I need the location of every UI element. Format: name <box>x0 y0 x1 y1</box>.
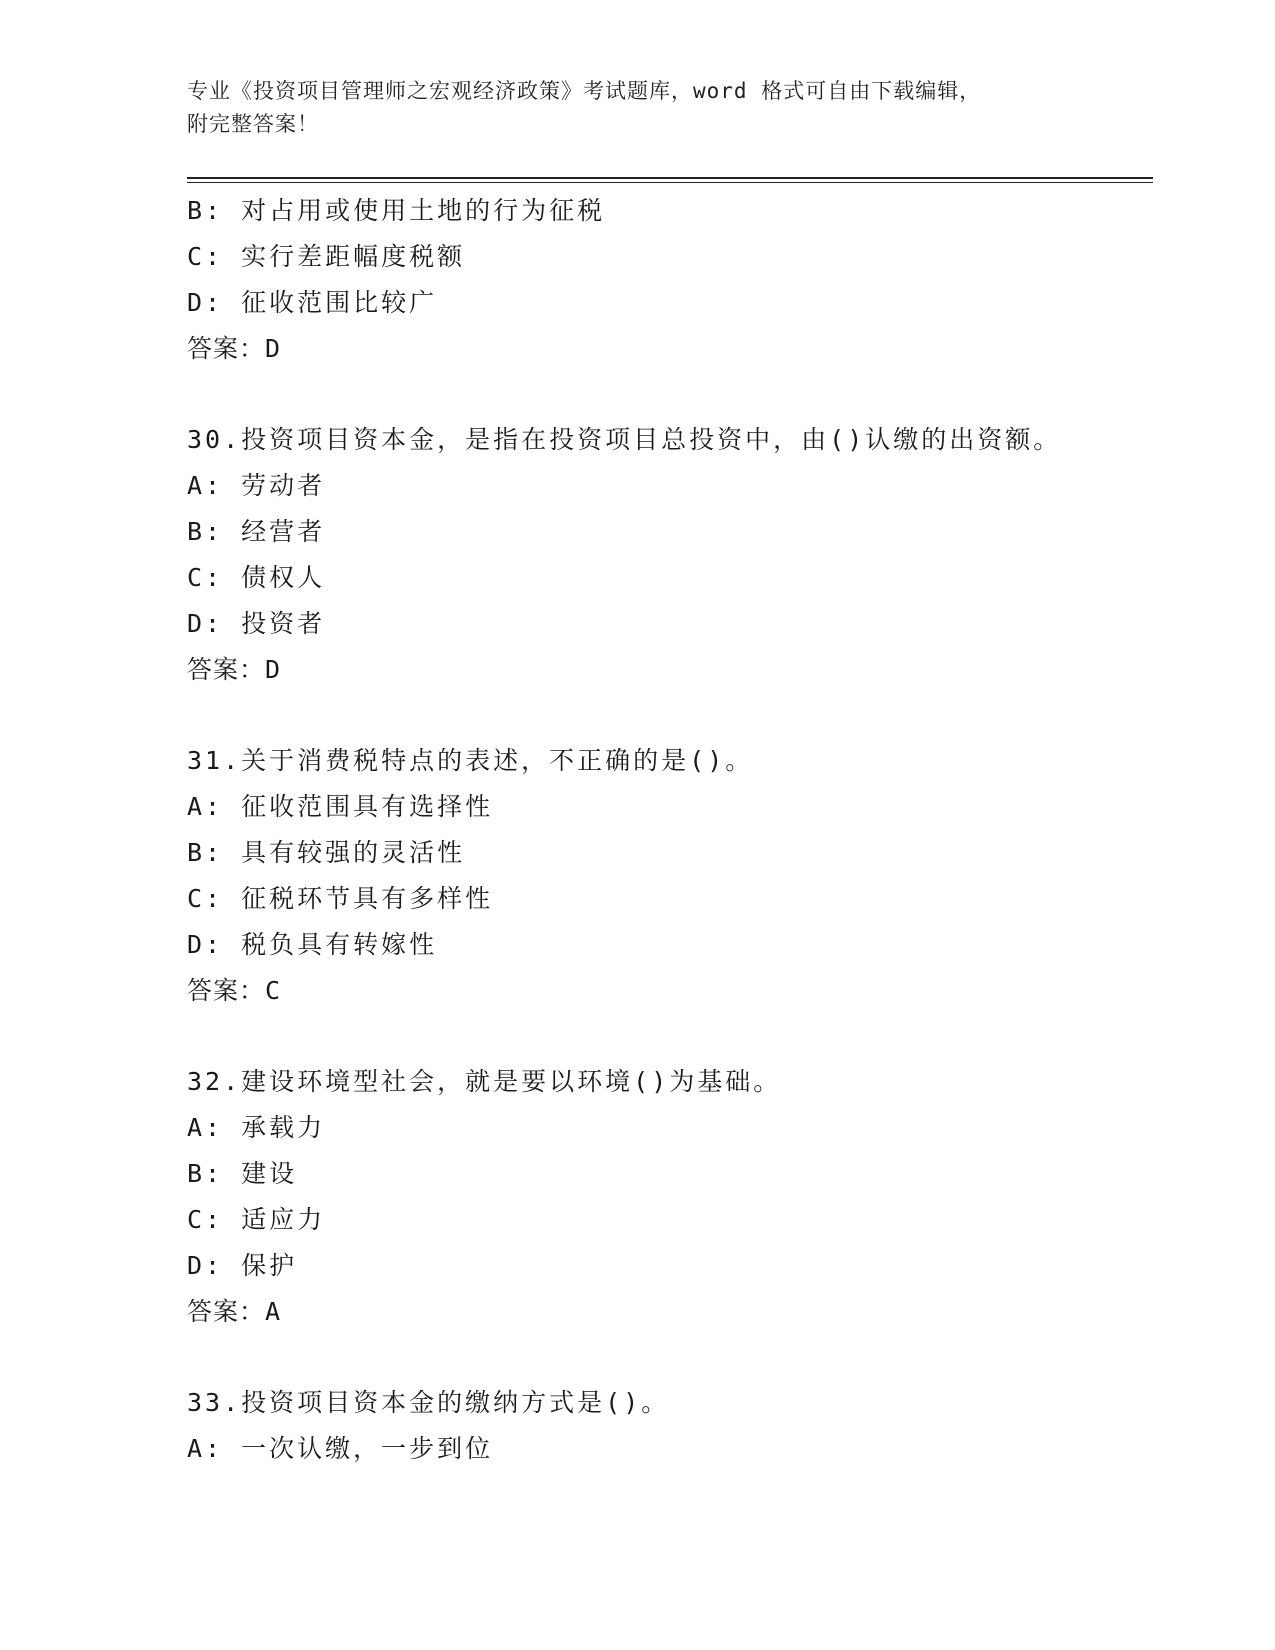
option-c: C: 实行差距幅度税额 <box>187 242 466 271</box>
option-b: B: 建设 <box>187 1159 298 1188</box>
option-b: B: 经营者 <box>187 517 326 546</box>
option-c: C: 适应力 <box>187 1205 326 1234</box>
option-d: D: 投资者 <box>187 609 326 638</box>
question-list <box>187 188 1147 1472</box>
option-b: B: 对占用或使用土地的行为征税 <box>187 196 606 225</box>
header-line-1: 专业《投资项目管理师之宏观经济政策》考试题库，word 格式可自由下载编辑， <box>187 79 982 103</box>
question-29 <box>187 188 1147 372</box>
option-d: D: 征收范围比较广 <box>187 288 438 317</box>
option-d: D: 保护 <box>187 1251 298 1280</box>
header-line-2: 附完整答案！ <box>187 112 319 136</box>
option-a: A: 一次认缴，一步到位 <box>187 1434 494 1463</box>
question-stem: 31.关于消费税特点的表述，不正确的是()。 <box>187 746 754 775</box>
header-divider-thick <box>187 177 1153 179</box>
option-a: A: 征收范围具有选择性 <box>187 792 494 821</box>
option-b: B: 具有较强的灵活性 <box>187 838 466 867</box>
answer-line: 答案：D <box>187 655 282 684</box>
option-d: D: 税负具有转嫁性 <box>187 930 438 959</box>
option-c: C: 债权人 <box>187 563 326 592</box>
option-a: A: 劳动者 <box>187 471 326 500</box>
header-divider-thin <box>187 182 1153 183</box>
answer-line: 答案：A <box>187 1297 282 1326</box>
document-header <box>187 75 1087 141</box>
question-stem: 32.建设环境型社会，就是要以环境()为基础。 <box>187 1067 782 1096</box>
answer-line: 答案：C <box>187 976 282 1005</box>
question-32 <box>187 1059 1147 1335</box>
answer-line: 答案：D <box>187 334 282 363</box>
option-a: A: 承载力 <box>187 1113 326 1142</box>
question-30 <box>187 417 1147 693</box>
question-stem: 33.投资项目资本金的缴纳方式是()。 <box>187 1388 670 1417</box>
question-33 <box>187 1380 1147 1472</box>
question-stem: 30.投资项目资本金，是指在投资项目总投资中，由()认缴的出资额。 <box>187 425 1062 454</box>
option-c: C: 征税环节具有多样性 <box>187 884 494 913</box>
question-31 <box>187 738 1147 1014</box>
